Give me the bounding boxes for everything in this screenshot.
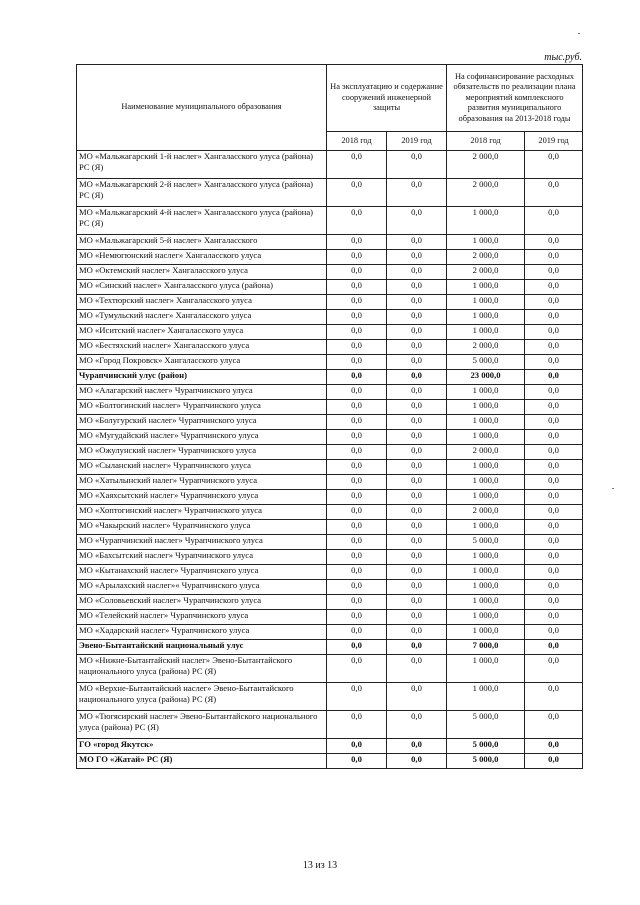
cell-municipality: МО «Кытанахский наслег» Чурапчинского улуса [77, 565, 327, 580]
cell-value: 0,0 [387, 445, 447, 460]
cell-value: 0,0 [327, 265, 387, 280]
table-body [77, 151, 583, 769]
cell-municipality: МО «Хоптогинский наслег» Чурапчинского улуса [77, 505, 327, 520]
cell-municipality: МО «Болтогинский наслег» Чурапчинского улуса [77, 400, 327, 415]
cell-value: 1 000,0 [447, 415, 525, 430]
table-row [77, 325, 583, 340]
table-row [77, 655, 583, 683]
cell-municipality: МО «Город Покровск» Хангаласского улуса [77, 355, 327, 370]
cell-value: 0,0 [525, 711, 583, 739]
cell-value: 1 000,0 [447, 565, 525, 580]
cell-municipality: МО «Хатылынский налег» Чурапчинского улуса [77, 475, 327, 490]
table-row [77, 235, 583, 250]
cell-value: 1 000,0 [447, 460, 525, 475]
cell-value: 0,0 [387, 385, 447, 400]
cell-value: 0,0 [327, 625, 387, 640]
cell-value: 0,0 [327, 683, 387, 711]
cell-municipality: МО «Тумульский наслег» Хангаласского улуса [77, 310, 327, 325]
cell-value: 0,0 [525, 265, 583, 280]
table-row [77, 151, 583, 179]
cell-value: 0,0 [525, 460, 583, 475]
cell-value: 0,0 [327, 310, 387, 325]
cell-value: 0,0 [327, 565, 387, 580]
cell-value: 1 000,0 [447, 683, 525, 711]
table-row [77, 460, 583, 475]
cell-municipality: МО «Мальжагарский 2-й наслег» Хангаласского улуса (района) РС (Я) [77, 179, 327, 207]
cell-value: 0,0 [327, 445, 387, 460]
cell-value: 0,0 [387, 265, 447, 280]
cell-value: 0,0 [327, 520, 387, 535]
cell-value: 5 000,0 [447, 711, 525, 739]
cell-value: 0,0 [327, 739, 387, 754]
cell-value: 1 000,0 [447, 550, 525, 565]
table-row-total [77, 640, 583, 655]
cell-value: 2 000,0 [447, 445, 525, 460]
table-row-total [77, 739, 583, 754]
cell-value: 0,0 [327, 179, 387, 207]
table-row [77, 265, 583, 280]
budget-table [76, 64, 583, 769]
cell-value: 0,0 [525, 400, 583, 415]
cell-value: 1 000,0 [447, 280, 525, 295]
cell-value: 0,0 [327, 655, 387, 683]
cell-value: 2 000,0 [447, 265, 525, 280]
cell-value: 0,0 [387, 490, 447, 505]
cell-value: 2 000,0 [447, 505, 525, 520]
cell-value: 0,0 [387, 179, 447, 207]
table-row-total [77, 754, 583, 769]
cell-value: 7 000,0 [447, 640, 525, 655]
cell-value: 0,0 [525, 640, 583, 655]
cell-value: 5 000,0 [447, 754, 525, 769]
cell-value: 0,0 [327, 550, 387, 565]
cell-value: 0,0 [525, 385, 583, 400]
cell-municipality: МО «Мальжагарский 5-й наслег» Хангаласского [77, 235, 327, 250]
cell-value: 1 000,0 [447, 490, 525, 505]
cell-value: 5 000,0 [447, 739, 525, 754]
cell-value: 0,0 [525, 355, 583, 370]
cell-value: 0,0 [327, 400, 387, 415]
table-row [77, 520, 583, 535]
cell-value: 0,0 [525, 280, 583, 295]
table-row [77, 385, 583, 400]
cell-municipality: МО «Иситский наслег» Хангаласского улуса [77, 325, 327, 340]
cell-municipality: МО «Хадарский наслег» Чурапчинского улуса [77, 625, 327, 640]
cell-value: 0,0 [387, 580, 447, 595]
table-row [77, 683, 583, 711]
cell-municipality: МО «Мальжагарский 4-й наслег» Хангаласского улуса (района) РС (Я) [77, 207, 327, 235]
cell-municipality: МО «Нижне-Бытантайский наслег» Эвено-Бытантайского национального улуса (района) РС (Я) [77, 655, 327, 683]
cell-value: 0,0 [525, 535, 583, 550]
cell-value: 0,0 [387, 325, 447, 340]
cell-value: 1 000,0 [447, 475, 525, 490]
table-row [77, 535, 583, 550]
cell-value: 1 000,0 [447, 580, 525, 595]
cell-value: 0,0 [525, 325, 583, 340]
cell-value: 1 000,0 [447, 310, 525, 325]
cell-value: 0,0 [387, 683, 447, 711]
table-row [77, 310, 583, 325]
cell-value: 0,0 [327, 460, 387, 475]
cell-value: 0,0 [327, 711, 387, 739]
cell-municipality: МО «Техтюрский наслег» Хангаласского улуса [77, 295, 327, 310]
table-row [77, 445, 583, 460]
cell-value: 1 000,0 [447, 610, 525, 625]
cell-value: 0,0 [525, 445, 583, 460]
cell-value: 0,0 [387, 739, 447, 754]
cell-value: 0,0 [525, 655, 583, 683]
table-row [77, 550, 583, 565]
cell-value: 1 000,0 [447, 400, 525, 415]
scan-speck [612, 488, 614, 489]
cell-value: 0,0 [387, 565, 447, 580]
cell-value: 0,0 [525, 595, 583, 610]
cell-value: 0,0 [387, 655, 447, 683]
cell-value: 0,0 [525, 310, 583, 325]
cell-value: 0,0 [525, 415, 583, 430]
cell-municipality: МО «Сыланский наслег» Чурапчинского улуса [77, 460, 327, 475]
table-row [77, 475, 583, 490]
cell-municipality: МО «Немюгюнский наслег» Хангаласского улуса [77, 250, 327, 265]
table-row [77, 295, 583, 310]
table-row [77, 340, 583, 355]
cell-municipality: МО «Мальжагарский 1-й наслег» Хангаласского улуса (района) РС (Я) [77, 151, 327, 179]
cell-value: 0,0 [525, 565, 583, 580]
cell-value: 0,0 [387, 280, 447, 295]
cell-value: 0,0 [387, 310, 447, 325]
cell-municipality: МО «Чакырский наслег» Чурапчинского улуса [77, 520, 327, 535]
table-row-total [77, 370, 583, 385]
cell-value: 0,0 [525, 370, 583, 385]
cell-value: 0,0 [387, 355, 447, 370]
cell-value: 0,0 [327, 535, 387, 550]
cell-value: 1 000,0 [447, 655, 525, 683]
cell-value: 0,0 [387, 595, 447, 610]
cell-value: 0,0 [387, 535, 447, 550]
cell-value: 0,0 [327, 235, 387, 250]
cell-value: 0,0 [525, 610, 583, 625]
cell-value: 0,0 [525, 295, 583, 310]
cell-value: 0,0 [525, 179, 583, 207]
cell-value: 0,0 [327, 325, 387, 340]
cell-municipality: МО «Синский наслег» Хангаласского улуса (района) [77, 280, 327, 295]
cell-value: 0,0 [327, 295, 387, 310]
table-row [77, 610, 583, 625]
cell-value: 0,0 [525, 550, 583, 565]
cell-value: 2 000,0 [447, 151, 525, 179]
cell-value: 0,0 [387, 295, 447, 310]
header-group-cofinancing: На софинансирование расходных обязательств по реализации плана мероприятий комплексного развития муниципального образования на 2013-2018 годы [447, 65, 583, 132]
cell-value: 0,0 [327, 250, 387, 265]
cell-municipality: Эвено-Бытантайский национальный улус [77, 640, 327, 655]
cell-value: 0,0 [525, 520, 583, 535]
table-row [77, 250, 583, 265]
cell-value: 0,0 [525, 250, 583, 265]
cell-value: 0,0 [327, 355, 387, 370]
unit-label: тыс.руб. [544, 52, 582, 63]
cell-value: 0,0 [387, 475, 447, 490]
cell-municipality: МО «Октемский наслег» Хангаласского улуса [77, 265, 327, 280]
cell-value: 1 000,0 [447, 385, 525, 400]
table-row [77, 355, 583, 370]
cell-value: 23 000,0 [447, 370, 525, 385]
cell-value: 0,0 [387, 711, 447, 739]
cell-municipality: МО «Верхне-Бытантайский наслег» Эвено-Бытантайского национального улуса (района) РС (Я) [77, 683, 327, 711]
cell-value: 0,0 [327, 340, 387, 355]
cell-value: 1 000,0 [447, 325, 525, 340]
cell-value: 1 000,0 [447, 207, 525, 235]
cell-value: 0,0 [525, 505, 583, 520]
cell-municipality: МО «Бестяхский наслег» Хангаласского улуса [77, 340, 327, 355]
cell-value: 0,0 [387, 370, 447, 385]
cell-value: 2 000,0 [447, 179, 525, 207]
table-row [77, 430, 583, 445]
cell-value: 0,0 [327, 207, 387, 235]
cell-value: 0,0 [525, 151, 583, 179]
cell-value: 0,0 [327, 595, 387, 610]
cell-value: 0,0 [525, 430, 583, 445]
cell-value: 0,0 [525, 625, 583, 640]
table-row [77, 580, 583, 595]
scan-speck [578, 33, 580, 34]
cell-value: 0,0 [525, 739, 583, 754]
cell-value: 1 000,0 [447, 235, 525, 250]
table-row [77, 400, 583, 415]
cell-value: 1 000,0 [447, 595, 525, 610]
cell-value: 0,0 [387, 754, 447, 769]
cell-value: 0,0 [327, 151, 387, 179]
cell-value: 0,0 [327, 610, 387, 625]
cell-value: 0,0 [327, 505, 387, 520]
cell-value: 0,0 [387, 550, 447, 565]
cell-municipality: МО «Соловьевский наслег» Чурапчинского улуса [77, 595, 327, 610]
table-row [77, 179, 583, 207]
cell-value: 0,0 [327, 415, 387, 430]
cell-value: 1 000,0 [447, 430, 525, 445]
cell-value: 0,0 [387, 610, 447, 625]
cell-value: 0,0 [387, 340, 447, 355]
header-year: 2018 год [327, 132, 387, 151]
cell-value: 0,0 [525, 207, 583, 235]
cell-value: 0,0 [387, 505, 447, 520]
cell-value: 2 000,0 [447, 340, 525, 355]
table-row [77, 711, 583, 739]
cell-value: 0,0 [327, 475, 387, 490]
cell-value: 0,0 [525, 683, 583, 711]
cell-municipality: МО «Мугудайский наслег» Чурапчинского улуса [77, 430, 327, 445]
cell-municipality: МО «Бахсытский наслег» Чурапчинского улуса [77, 550, 327, 565]
cell-value: 0,0 [327, 385, 387, 400]
header-year: 2019 год [387, 132, 447, 151]
cell-value: 5 000,0 [447, 355, 525, 370]
cell-value: 0,0 [525, 235, 583, 250]
cell-municipality: ГО «город Якутск» [77, 739, 327, 754]
cell-value: 0,0 [387, 520, 447, 535]
cell-value: 0,0 [327, 754, 387, 769]
table-row [77, 490, 583, 505]
cell-municipality: МО ГО «Жатай» РС (Я) [77, 754, 327, 769]
cell-value: 0,0 [387, 400, 447, 415]
header-group-engineering: На эксплуатацию и содержание сооружений инженерной защиты [327, 65, 447, 132]
cell-value: 0,0 [387, 151, 447, 179]
header-year: 2018 год [447, 132, 525, 151]
cell-value: 0,0 [327, 430, 387, 445]
cell-value: 0,0 [525, 340, 583, 355]
cell-value: 0,0 [387, 460, 447, 475]
cell-value: 0,0 [387, 625, 447, 640]
cell-value: 0,0 [387, 430, 447, 445]
cell-municipality: Чурапчинский улус (район) [77, 370, 327, 385]
cell-value: 2 000,0 [447, 250, 525, 265]
table-row [77, 280, 583, 295]
cell-value: 1 000,0 [447, 295, 525, 310]
table-row [77, 415, 583, 430]
cell-municipality: МО «Телейский наслег» Чурапчинского улуса [77, 610, 327, 625]
cell-value: 0,0 [525, 490, 583, 505]
cell-value: 0,0 [525, 475, 583, 490]
cell-value: 0,0 [525, 754, 583, 769]
cell-value: 0,0 [387, 640, 447, 655]
cell-value: 0,0 [327, 280, 387, 295]
cell-value: 0,0 [387, 235, 447, 250]
table-row [77, 505, 583, 520]
cell-municipality: МО «Арылахский наслег»« Чурапчинского улуса [77, 580, 327, 595]
table-row [77, 595, 583, 610]
cell-municipality: МО «Чурапчинский наслег» Чурапчинского улуса [77, 535, 327, 550]
cell-value: 0,0 [387, 250, 447, 265]
table-row [77, 625, 583, 640]
cell-value: 1 000,0 [447, 625, 525, 640]
header-year: 2019 год [525, 132, 583, 151]
cell-value: 0,0 [525, 580, 583, 595]
cell-value: 0,0 [327, 490, 387, 505]
header-name: Наименование муниципального образования [77, 65, 327, 151]
cell-value: 0,0 [327, 640, 387, 655]
cell-municipality: МО «Тюгясирский наслег» Эвено-Бытантайского национального улуса (района) РС (Я) [77, 711, 327, 739]
cell-municipality: МО «Хаяхсытский наслег» Чурапчинского улуса [77, 490, 327, 505]
cell-value: 0,0 [327, 370, 387, 385]
cell-municipality: МО «Алагарский наслег» Чурапчинского улуса [77, 385, 327, 400]
table-row [77, 565, 583, 580]
cell-municipality: МО «Ожулунский наслег» Чурапчинского улуса [77, 445, 327, 460]
table-row [77, 207, 583, 235]
page-number: 13 из 13 [302, 860, 338, 871]
cell-value: 0,0 [387, 415, 447, 430]
cell-value: 5 000,0 [447, 535, 525, 550]
cell-value: 0,0 [387, 207, 447, 235]
cell-value: 1 000,0 [447, 520, 525, 535]
cell-municipality: МО «Болугурский наслег» Чурапчинского улуса [77, 415, 327, 430]
cell-value: 0,0 [327, 580, 387, 595]
